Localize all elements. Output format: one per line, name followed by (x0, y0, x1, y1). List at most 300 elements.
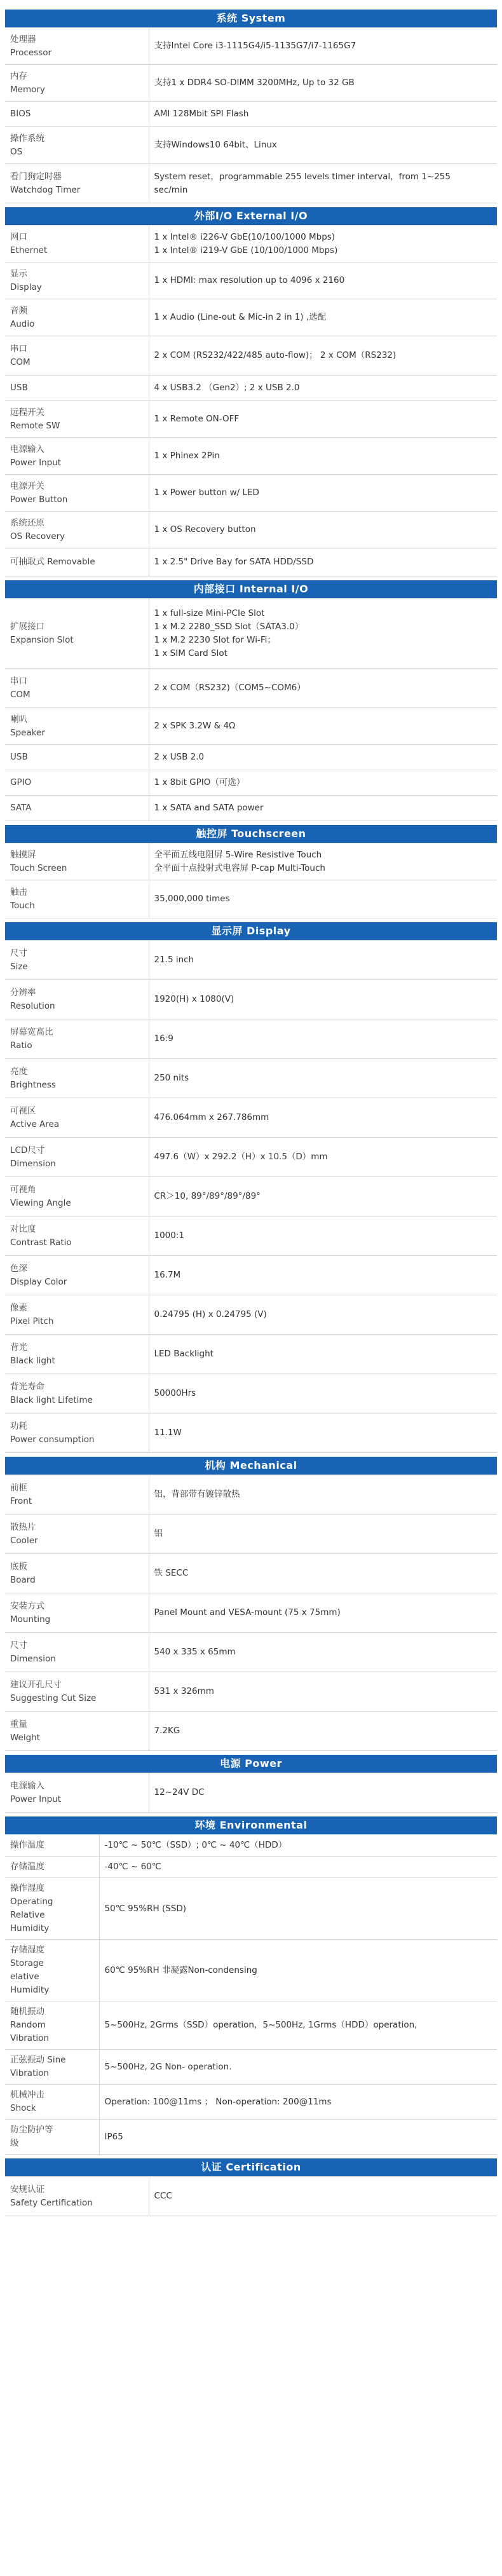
spec-label-line: Front (10, 1496, 32, 1506)
spec-row (5, 1878, 497, 1940)
spec-label-line: Board (10, 1574, 36, 1585)
spec-row (5, 669, 497, 708)
spec-value (149, 164, 497, 203)
spec-row (5, 549, 497, 576)
section-header: 电源 Power (5, 1755, 497, 1773)
spec-value (149, 1672, 497, 1712)
spec-label (5, 1515, 149, 1554)
spec-value (149, 262, 497, 299)
spec-label (5, 1177, 149, 1216)
spec-row (5, 843, 497, 880)
spec-label-line: Suggesting Cut Size (10, 1693, 97, 1703)
spec-value (149, 1554, 497, 1593)
spec-row (5, 1712, 497, 1751)
spec-label-line: Random (10, 2020, 46, 2030)
spec-label-line: Vibration (10, 2033, 49, 2043)
spec-value-line: 60℃ 95%RH 非凝露Non-condensing (104, 1965, 257, 1975)
spec-label-line: 亮度 (10, 1066, 27, 1077)
spec-row (5, 1335, 497, 1374)
spec-row (5, 1857, 497, 1878)
spec-value (149, 1593, 497, 1633)
spec-row (5, 1940, 497, 2001)
spec-value-line: 11.1W (154, 1428, 182, 1438)
spec-value-line: LED Backlight (154, 1349, 214, 1359)
spec-value-line: 支持Intel Core i3-1115G4/i5-1135G7/i7-1165G7 (154, 41, 356, 51)
spec-label (5, 1059, 149, 1098)
spec-label-line: 对比度 (10, 1223, 36, 1234)
spec-row (5, 65, 497, 102)
spec-value-line: 7.2KG (154, 1726, 180, 1736)
spec-value (149, 475, 497, 512)
spec-row (5, 102, 497, 127)
spec-label-line: 级 (10, 2138, 19, 2148)
spec-value (149, 1515, 497, 1554)
spec-label-line: Dimension (10, 1158, 56, 1169)
spec-value-line: -10℃ ~ 50℃（SSD）; 0℃ ~ 40℃（HDD） (104, 1840, 287, 1850)
spec-value-line: 2 x COM（RS232)（COM5~COM6） (154, 683, 306, 693)
section-header: 触控屏 Touchscreen (5, 825, 497, 843)
section-header: 机构 Mechanical (5, 1457, 497, 1475)
spec-label-line: 电源开关 (10, 480, 44, 491)
spec-row (5, 512, 497, 549)
spec-value (149, 1177, 497, 1216)
spec-label-line: Operating (10, 1897, 53, 1907)
spec-value (149, 336, 497, 376)
spec-label-line: 像素 (10, 1302, 27, 1313)
spec-label-line: Mounting (10, 1614, 51, 1625)
spec-value-line: 铝，背部带有镀锌散热 (154, 1489, 240, 1499)
spec-value-line: 50℃ 95%RH (SSD) (104, 1903, 187, 1914)
spec-value (149, 1256, 497, 1295)
spec-value (149, 2177, 497, 2216)
spec-label (5, 1019, 149, 1059)
section-system (5, 10, 497, 203)
spec-label-line: OS Recovery (10, 531, 65, 542)
section-certification (5, 2158, 497, 2216)
spec-label-line: 操作系统 (10, 133, 44, 144)
spec-value-line: sec/min (154, 184, 188, 195)
spec-label-line: Shock (10, 2103, 36, 2113)
spec-row (5, 796, 497, 821)
spec-label (5, 127, 149, 164)
spec-label (5, 980, 149, 1019)
spec-row (5, 401, 497, 438)
spec-label (5, 796, 149, 821)
spec-row (5, 28, 497, 65)
spec-label (5, 401, 149, 438)
spec-row (5, 1593, 497, 1633)
spec-label-line: SATA (10, 803, 32, 813)
spec-label-line: 背光 (10, 1342, 27, 1353)
spec-value (149, 549, 497, 576)
spec-label (5, 1672, 149, 1712)
spec-row (5, 226, 497, 262)
spec-label-line: Power Button (10, 494, 68, 505)
spec-row (5, 376, 497, 401)
spec-label (5, 1414, 149, 1453)
spec-value (149, 1019, 497, 1059)
spec-label-line: Power Input (10, 457, 62, 468)
spec-value (149, 1374, 497, 1414)
spec-label-line: 电源输入 (10, 444, 44, 454)
spec-label (5, 1593, 149, 1633)
spec-label-line: Audio (10, 318, 35, 329)
spec-label (5, 512, 149, 549)
spec-label (5, 2085, 99, 2120)
spec-label-line: Cooler (10, 1535, 38, 1546)
spec-value-line: 1 x Remote ON-OFF (154, 414, 240, 424)
spec-label (5, 438, 149, 475)
spec-label-line: 可视区 (10, 1105, 36, 1116)
spec-value-line: 1 x SATA and SATA power (154, 803, 264, 813)
spec-label-line: 串口 (10, 676, 27, 686)
spec-value-line: 0.24795 (H) x 0.24795 (V) (154, 1309, 267, 1319)
spec-value (99, 1878, 497, 1940)
spec-row (5, 1554, 497, 1593)
spec-value-line: 1 x Phinex 2Pin (154, 451, 220, 461)
spec-table (5, 225, 497, 576)
section-internal-i-o (5, 580, 497, 821)
spec-row (5, 127, 497, 164)
spec-label-line: Safety Certification (10, 2197, 93, 2208)
spec-label-line: 串口 (10, 343, 27, 354)
spec-label (5, 1554, 149, 1593)
spec-row (5, 1216, 497, 1256)
spec-value-line: 1 x M.2 2280_SSD Slot（SATA3.0） (154, 621, 304, 632)
spec-value (149, 376, 497, 401)
spec-value-line: 2 x SPK 3.2W & 4Ω (154, 721, 236, 731)
spec-label-line: USB (10, 752, 28, 762)
spec-label (5, 1878, 99, 1940)
spec-label-line: 处理器 (10, 34, 36, 44)
spec-row (5, 1672, 497, 1712)
spec-label-line: Processor (10, 47, 52, 58)
spec-label-line: Display (10, 282, 42, 292)
spec-value-line: 全平面十点投射式电容屏 P-cap Multi-Touch (154, 862, 325, 873)
spec-value (149, 438, 497, 475)
spec-value (149, 299, 497, 336)
spec-label (5, 770, 149, 796)
spec-value (149, 770, 497, 796)
spec-label (5, 1940, 99, 2001)
spec-label (5, 65, 149, 102)
spec-table (5, 843, 497, 918)
section-touchscreen (5, 825, 497, 918)
spec-label-line: 看门狗定时器 (10, 171, 62, 182)
spec-label-line: Power Input (10, 1794, 62, 1804)
spec-label (5, 28, 149, 65)
spec-row (5, 299, 497, 336)
spec-row (5, 1374, 497, 1414)
spec-label-line: COM (10, 357, 31, 367)
spec-label-line: 喇叭 (10, 714, 27, 725)
spec-value-line: 540 x 335 x 65mm (154, 1647, 236, 1657)
spec-row (5, 2177, 497, 2216)
spec-value-line: 2 x USB 2.0 (154, 752, 205, 762)
spec-label-line: 操作温度 (10, 1840, 44, 1850)
spec-row (5, 1177, 497, 1216)
spec-label-line: 安规认证 (10, 2184, 44, 2195)
spec-label (5, 1256, 149, 1295)
spec-label-line: 屏幕宽高比 (10, 1026, 53, 1037)
spec-value-line: 支持Windows10 64bit、Linux (154, 140, 277, 150)
section-header: 认证 Certification (5, 2158, 497, 2176)
section-header: 环境 Environmental (5, 1816, 497, 1834)
spec-value-line: 全平面五线电阻屏 5-Wire Resistive Touch (154, 849, 322, 860)
spec-label (5, 1712, 149, 1751)
spec-label (5, 164, 149, 203)
spec-value (149, 1295, 497, 1335)
section-header: 系统 System (5, 10, 497, 27)
spec-label-line: Touch (10, 900, 35, 911)
spec-value (149, 1414, 497, 1453)
spec-value (149, 512, 497, 549)
spec-label-line: Size (10, 961, 28, 972)
spec-label-line: 内存 (10, 71, 27, 81)
spec-label-line: Brightness (10, 1079, 56, 1090)
spec-value-line: System reset，programmable 255 levels timer interval，from 1~255 (154, 171, 451, 182)
spec-row (5, 941, 497, 980)
spec-label-line: 显示 (10, 268, 27, 279)
spec-label-line: GPIO (10, 777, 32, 787)
spec-label (5, 1857, 99, 1878)
spec-row (5, 1515, 497, 1554)
spec-label-line: Black light Lifetime (10, 1394, 93, 1405)
spec-value (149, 1059, 497, 1098)
spec-table (5, 27, 497, 203)
spec-value-line: 支持1 x DDR4 SO-DIMM 3200MHz, Up to 32 GB (154, 78, 355, 88)
section-display (5, 922, 497, 1453)
spec-label-line: 扩展接口 (10, 621, 44, 632)
spec-value-line: 35,000,000 times (154, 894, 230, 904)
spec-value (149, 941, 497, 980)
spec-value-line: 1 x 2.5" Drive Bay for SATA HDD/SSD (154, 557, 314, 567)
spec-label-line: 功耗 (10, 1421, 27, 1431)
spec-value-line: 1 x Intel® i219-V GbE (10/100/1000 Mbps) (154, 245, 338, 256)
spec-label (5, 475, 149, 512)
spec-value (149, 1138, 497, 1177)
section-header: 外部I/O External I/O (5, 207, 497, 225)
spec-label (5, 599, 149, 669)
spec-value-line: 531 x 326mm (154, 1686, 214, 1696)
spec-value (99, 1835, 497, 1857)
spec-value (149, 1712, 497, 1751)
spec-label (5, 880, 149, 918)
section-power (5, 1755, 497, 1813)
spec-label (5, 1374, 149, 1414)
spec-label-line: 操作湿度 (10, 1883, 44, 1893)
spec-value (149, 401, 497, 438)
spec-value-line: 16.7M (154, 1270, 181, 1280)
spec-value-line: 1000:1 (154, 1230, 184, 1241)
spec-value (149, 880, 497, 918)
spec-value (99, 1857, 497, 1878)
spec-label-line: 色深 (10, 1263, 27, 1274)
spec-label (5, 1633, 149, 1672)
spec-label-line: Display Color (10, 1276, 67, 1287)
spec-value-line: 1 x Power button w/ LED (154, 487, 259, 498)
spec-value-line: 铁 SECC (154, 1568, 189, 1578)
spec-label-line: 机械冲击 (10, 2090, 44, 2100)
spec-row (5, 1256, 497, 1295)
spec-value (149, 102, 497, 127)
spec-value (149, 1216, 497, 1256)
spec-label-line: 重量 (10, 1719, 27, 1729)
spec-value (149, 669, 497, 708)
spec-label-line: COM (10, 689, 31, 700)
spec-label (5, 376, 149, 401)
spec-label-line: 散热片 (10, 1522, 36, 1532)
spec-value (149, 1633, 497, 1672)
spec-label-line: 尺寸 (10, 948, 27, 958)
spec-value-line: 12~24V DC (154, 1787, 205, 1797)
spec-label (5, 226, 149, 262)
spec-value (149, 745, 497, 770)
section-mechanical (5, 1457, 497, 1751)
spec-row (5, 2120, 497, 2155)
spec-label (5, 1295, 149, 1335)
spec-label-line: elative (10, 1972, 39, 1982)
spec-value-line: 1 x Intel® i226-V GbE(10/100/1000 Mbps) (154, 231, 336, 242)
spec-table (5, 1773, 497, 1813)
spec-table (5, 1834, 497, 2155)
section-header: 内部接口 Internal I/O (5, 580, 497, 598)
spec-label (5, 745, 149, 770)
spec-label (5, 1216, 149, 1256)
spec-value-line: CR＞10, 89°/89°/89°/89° (154, 1191, 261, 1201)
spec-row (5, 2001, 497, 2050)
spec-label (5, 1475, 149, 1515)
spec-table (5, 598, 497, 821)
spec-label (5, 669, 149, 708)
spec-label (5, 336, 149, 376)
spec-label (5, 262, 149, 299)
spec-label-line: Remote SW (10, 420, 60, 431)
spec-value-line: Operation: 100@11ms ； Non-operation: 200@11ms (104, 2096, 332, 2107)
spec-row (5, 1633, 497, 1672)
spec-value-line: 1 x Audio (Line-out & Mic-in 2 in 1) ,选配 (154, 312, 327, 322)
spec-row (5, 1138, 497, 1177)
spec-label-line: Humidity (10, 1923, 50, 1933)
spec-label-line: 远程开关 (10, 407, 44, 418)
spec-value-line: 476.064mm x 267.786mm (154, 1112, 269, 1122)
spec-label-line: Ratio (10, 1040, 32, 1051)
spec-value (149, 599, 497, 669)
spec-value-line: 5~500Hz, 2Grms（SSD）operation，5~500Hz, 1Grms（HDD）operation, (104, 2020, 417, 2030)
spec-label-line: 可抽取式 Removable (10, 557, 95, 567)
spec-row (5, 475, 497, 512)
spec-label-line: 存储温度 (10, 1862, 44, 1872)
spec-row (5, 438, 497, 475)
spec-label-line: Active Area (10, 1119, 60, 1129)
spec-value-line: -40℃ ~ 60℃ (104, 1862, 161, 1872)
spec-row (5, 980, 497, 1019)
spec-label-line: Pixel Pitch (10, 1316, 54, 1326)
spec-label-line: Vibration (10, 2068, 49, 2078)
spec-row (5, 1773, 497, 1813)
spec-label-line: LCD尺寸 (10, 1145, 45, 1155)
spec-label-line: 分辨率 (10, 987, 36, 998)
spec-label-line: Power consumption (10, 1434, 95, 1445)
spec-label (5, 1335, 149, 1374)
spec-row (5, 2085, 497, 2120)
spec-label (5, 102, 149, 127)
spec-label-line: Black light (10, 1355, 55, 1366)
spec-value (149, 226, 497, 262)
spec-label-line: 电源输入 (10, 1780, 44, 1791)
spec-row (5, 708, 497, 745)
spec-label-line: Expansion Slot (10, 634, 74, 645)
spec-row (5, 1475, 497, 1515)
spec-value-line: 1 x 8bit GPIO（可选） (154, 777, 245, 787)
spec-value-line: CCC (154, 2191, 172, 2201)
spec-row (5, 1414, 497, 1453)
spec-value-line: 5~500Hz, 2G Non- operation. (104, 2061, 232, 2072)
spec-value (99, 2050, 497, 2085)
spec-value-line: 16:9 (154, 1033, 173, 1044)
spec-row (5, 2050, 497, 2085)
spec-value (149, 980, 497, 1019)
spec-label-line: USB (10, 383, 28, 393)
spec-label (5, 1773, 149, 1813)
spec-label (5, 2050, 99, 2085)
spec-value (149, 1773, 497, 1813)
spec-value-line: 250 nits (154, 1073, 189, 1083)
spec-value-line: 2 x COM (RS232/422/485 auto-flow)； 2 x COM（RS232) (154, 350, 397, 360)
spec-value-line: 铝 (154, 1529, 163, 1539)
spec-value-line: 4 x USB3.2 （Gen2）; 2 x USB 2.0 (154, 383, 300, 393)
spec-table (5, 2176, 497, 2216)
spec-label (5, 2120, 99, 2155)
spec-label-line: 安装方式 (10, 1600, 44, 1611)
spec-row (5, 770, 497, 796)
spec-row (5, 336, 497, 376)
spec-value-line: 1 x HDMI: max resolution up to 4096 x 2160 (154, 275, 345, 285)
spec-value (149, 1335, 497, 1374)
spec-label (5, 1098, 149, 1138)
spec-value-line: 1 x M.2 2230 Slot for Wi-Fi； (154, 634, 276, 645)
spec-label-line: 音频 (10, 305, 27, 316)
spec-row (5, 1019, 497, 1059)
spec-row (5, 262, 497, 299)
spec-value (149, 796, 497, 821)
spec-value (149, 65, 497, 102)
spec-row (5, 880, 497, 918)
spec-label-line: Dimension (10, 1653, 56, 1664)
spec-value-line: Panel Mount and VESA-mount (75 x 75mm) (154, 1607, 341, 1618)
spec-value (99, 2001, 497, 2050)
spec-label-line: Storage (10, 1958, 44, 1968)
spec-label-line: 网口 (10, 231, 27, 242)
spec-label-line: 随机振动 (10, 2007, 44, 2017)
spec-value (99, 2120, 497, 2155)
spec-label (5, 1138, 149, 1177)
spec-label (5, 708, 149, 745)
spec-label-line: OS (10, 146, 23, 157)
spec-label (5, 1835, 99, 1857)
spec-label-line: BIOS (10, 109, 31, 119)
spec-label (5, 549, 149, 576)
spec-label-line: 正弦振动 Sine (10, 2055, 66, 2065)
spec-value (149, 127, 497, 164)
spec-value-line: 1 x OS Recovery button (154, 524, 256, 535)
spec-label-line: 防尘防护等 (10, 2125, 53, 2135)
spec-label-line: 尺寸 (10, 1640, 27, 1651)
spec-value-line: AMI 128Mbit SPI Flash (154, 109, 249, 119)
spec-table (5, 940, 497, 1453)
spec-label-line: Watchdog Timer (10, 184, 81, 195)
spec-label (5, 941, 149, 980)
